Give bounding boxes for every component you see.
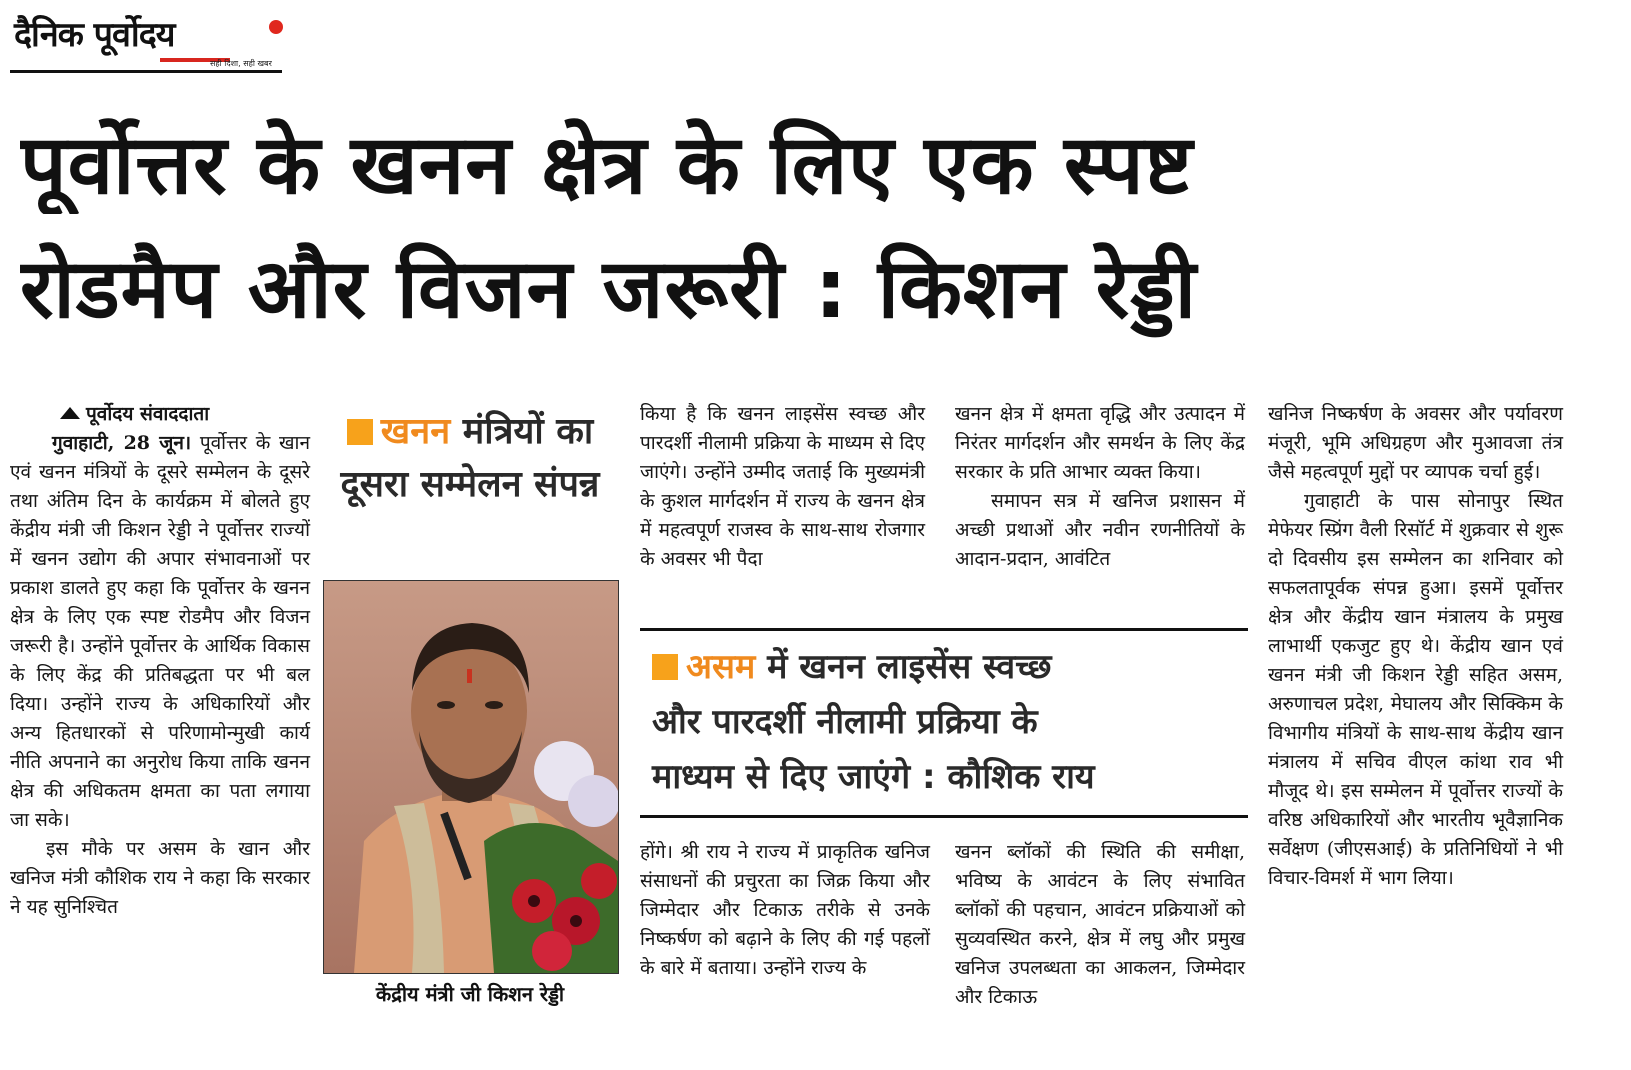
headline-line-1: पूर्वोत्तर के खनन क्षेत्र के लिए एक स्पष्ट bbox=[20, 118, 1194, 213]
secondary-headline-top-rule bbox=[640, 628, 1248, 631]
photo-caption: केंद्रीय मंत्री जी किशन रेड्डी bbox=[375, 982, 565, 1006]
article-column-4-lower bbox=[955, 838, 1245, 1012]
article-column-4 bbox=[955, 400, 1245, 574]
article-column-1 bbox=[10, 400, 310, 922]
masthead-rule bbox=[10, 70, 282, 73]
byline bbox=[10, 400, 310, 429]
secondary-headline-line-1 bbox=[652, 640, 1242, 695]
secondary-headline-highlight: असम bbox=[686, 647, 756, 687]
column-5-para-1: खनिज निष्कर्षण के अवसर और पर्यावरण मंजूरी, भूमि अधिग्रहण और मुआवजा तंत्र जैसे महत्वपूर्ण मुद्दों पर व्यापक चर्चा हुई। bbox=[1268, 403, 1563, 483]
secondary-headline-line-2: और पारदर्शी नीलामी प्रक्रिया के bbox=[652, 702, 1038, 742]
column-4-para-2: समापन सत्र में खनिज प्रशासन में अच्छी प्रथाओं और नवीन रणनीतियों के आदान-प्रदान, आवंटित bbox=[955, 490, 1245, 570]
column-1-para-1 bbox=[10, 429, 310, 835]
subhead-box bbox=[330, 405, 610, 511]
article-column-5 bbox=[1268, 400, 1563, 893]
article-column-3 bbox=[640, 400, 925, 574]
column-3-text: किया है कि खनन लाइसेंस स्वच्छ और पारदर्शी नीलामी प्रक्रिया के माध्यम से दिए जाएंगे। उन्होंने उम्मीद जताई कि मुख्यमंत्री के कुशल मार्गदर्शन में राज्य के खनन क्षेत्र में महत्वपूर्ण राजस्व के साथ-साथ रोजगार के अवसर भी पैदा bbox=[640, 403, 925, 570]
headline-line-2: रोडमैप और विजन जरूरी : किशन रेड्डी bbox=[20, 242, 1197, 337]
secondary-headline-line-3: माध्यम से दिए जाएंगे : कौशिक राय bbox=[652, 757, 1095, 797]
secondary-headline-line-1-rest: में खनन लाइसेंस स्वच्छ bbox=[767, 647, 1052, 687]
masthead[interactable] bbox=[10, 8, 282, 72]
secondary-headline bbox=[652, 640, 1242, 805]
minister-portrait-illustration bbox=[324, 581, 618, 973]
dateline: गुवाहाटी, 28 जून। bbox=[52, 432, 192, 454]
column-4-para-1: खनन क्षेत्र में क्षमता वृद्धि और उत्पादन में निरंतर मार्गदर्शन और समर्थन के लिए केंद्र सरकार के प्रति आभार व्यक्त किया। bbox=[955, 403, 1245, 483]
subhead-highlight: खनन bbox=[380, 411, 451, 452]
minister-photo bbox=[323, 580, 619, 974]
masthead-tagline: सही दिशा, सही खबर bbox=[210, 59, 272, 68]
secondary-headline-bottom-rule bbox=[640, 815, 1248, 818]
column-4-lower-text: खनन ब्लॉकों की स्थिति की समीक्षा, भविष्य के आवंटन के लिए संभावित ब्लॉकों की पहचान, आवंटन प्रक्रियाओं को सुव्यवस्थित करने, क्षेत्र में लघु और प्रमुख खनिज उपलब्धता का आकलन, जिम्मेदार और टिकाऊ bbox=[955, 841, 1245, 1008]
column-5-para-2: गुवाहाटी के पास सोनापुर स्थित मेफेयर स्प्रिंग वैली रिसॉर्ट में शुक्रवार से शुरू दो दिवसीय इस सम्मेलन का शनिवार को सफलतापूर्वक संपन्न हुआ। इसमें पूर्वोत्तर क्षेत्र और केंद्रीय खान मंत्रालय के प्रमुख लाभार्थी एकजुट हुए थे। केंद्रीय खान एवं खनन मंत्री जी किशन रेड्डी सहित असम, अरुणाचल प्रदेश, मेघालय और सिक्किम के विभागीय मंत्रियों के साथ-साथ केंद्रीय खान मंत्रालय में सचिव वीएल कांथा राव भी मौजूद थे। इस सम्मेलन में पूर्वोत्तर राज्यों के वरिष्ठ अधिकारियों और भारतीय भूवैज्ञानिक सर्वेक्षण (जीएसआई) के प्रतिनिधियों ने भी विचार-विमर्श में भाग लिया। bbox=[1268, 490, 1563, 889]
column-1-para-1-text: पूर्वोत्तर के खान एवं खनन मंत्रियों के दूसरे सम्मेलन के दूसरे तथा अंतिम दिन के कार्यक्रम में बोलते हुए केंद्रीय मंत्री जी किशन रेड्डी ने पूर्वोत्तर राज्यों में खनन उद्योग की अपार संभावनाओं पर प्रकाश डालते हुए कहा कि पूर्वोत्तर के खनन क्षेत्र के लिए एक स्पष्ट रोडमैप और विजन जरूरी है। उन्होंने पूर्वोत्तर के आर्थिक विकास के लिए केंद्र की प्रतिबद्धता पर भी बल दिया। उन्होंने राज्य के अधिकारियों और अन्य हितधारकों से परिणामोन्मुखी कार्य नीति अपनाने का अनुरोध किया ताकि खनन क्षेत्र की अधिकतम क्षमता का पता लगाया जा सके। bbox=[10, 432, 310, 831]
orange-square-icon bbox=[652, 654, 678, 680]
masthead-red-dot bbox=[269, 20, 283, 34]
triangle-icon bbox=[60, 407, 80, 419]
column-1-para-2: इस मौके पर असम के खान और खनिज मंत्री कौशिक राय ने कहा कि सरकार ने यह सुनिश्चित bbox=[10, 838, 310, 918]
byline-text: पूर्वोदय संवाददाता bbox=[86, 403, 210, 425]
article-column-3-lower bbox=[640, 838, 930, 983]
column-3-lower-text: होंगे। श्री राय ने राज्य में प्राकृतिक खनिज संसाधनों की प्रचुरता का जिक्र किया और जिम्मेदार और टिकाऊ तरीके से उनके निष्कर्षण को बढ़ाने के लिए की गई पहलों के बारे में बताया। उन्होंने राज्य के bbox=[640, 841, 930, 979]
masthead-name: दैनिक पूर्वोदय bbox=[14, 15, 175, 55]
orange-square-icon bbox=[347, 419, 373, 445]
subhead-text: मंत्रियों का दूसरा सम्मेलन संपन्न bbox=[340, 411, 600, 505]
